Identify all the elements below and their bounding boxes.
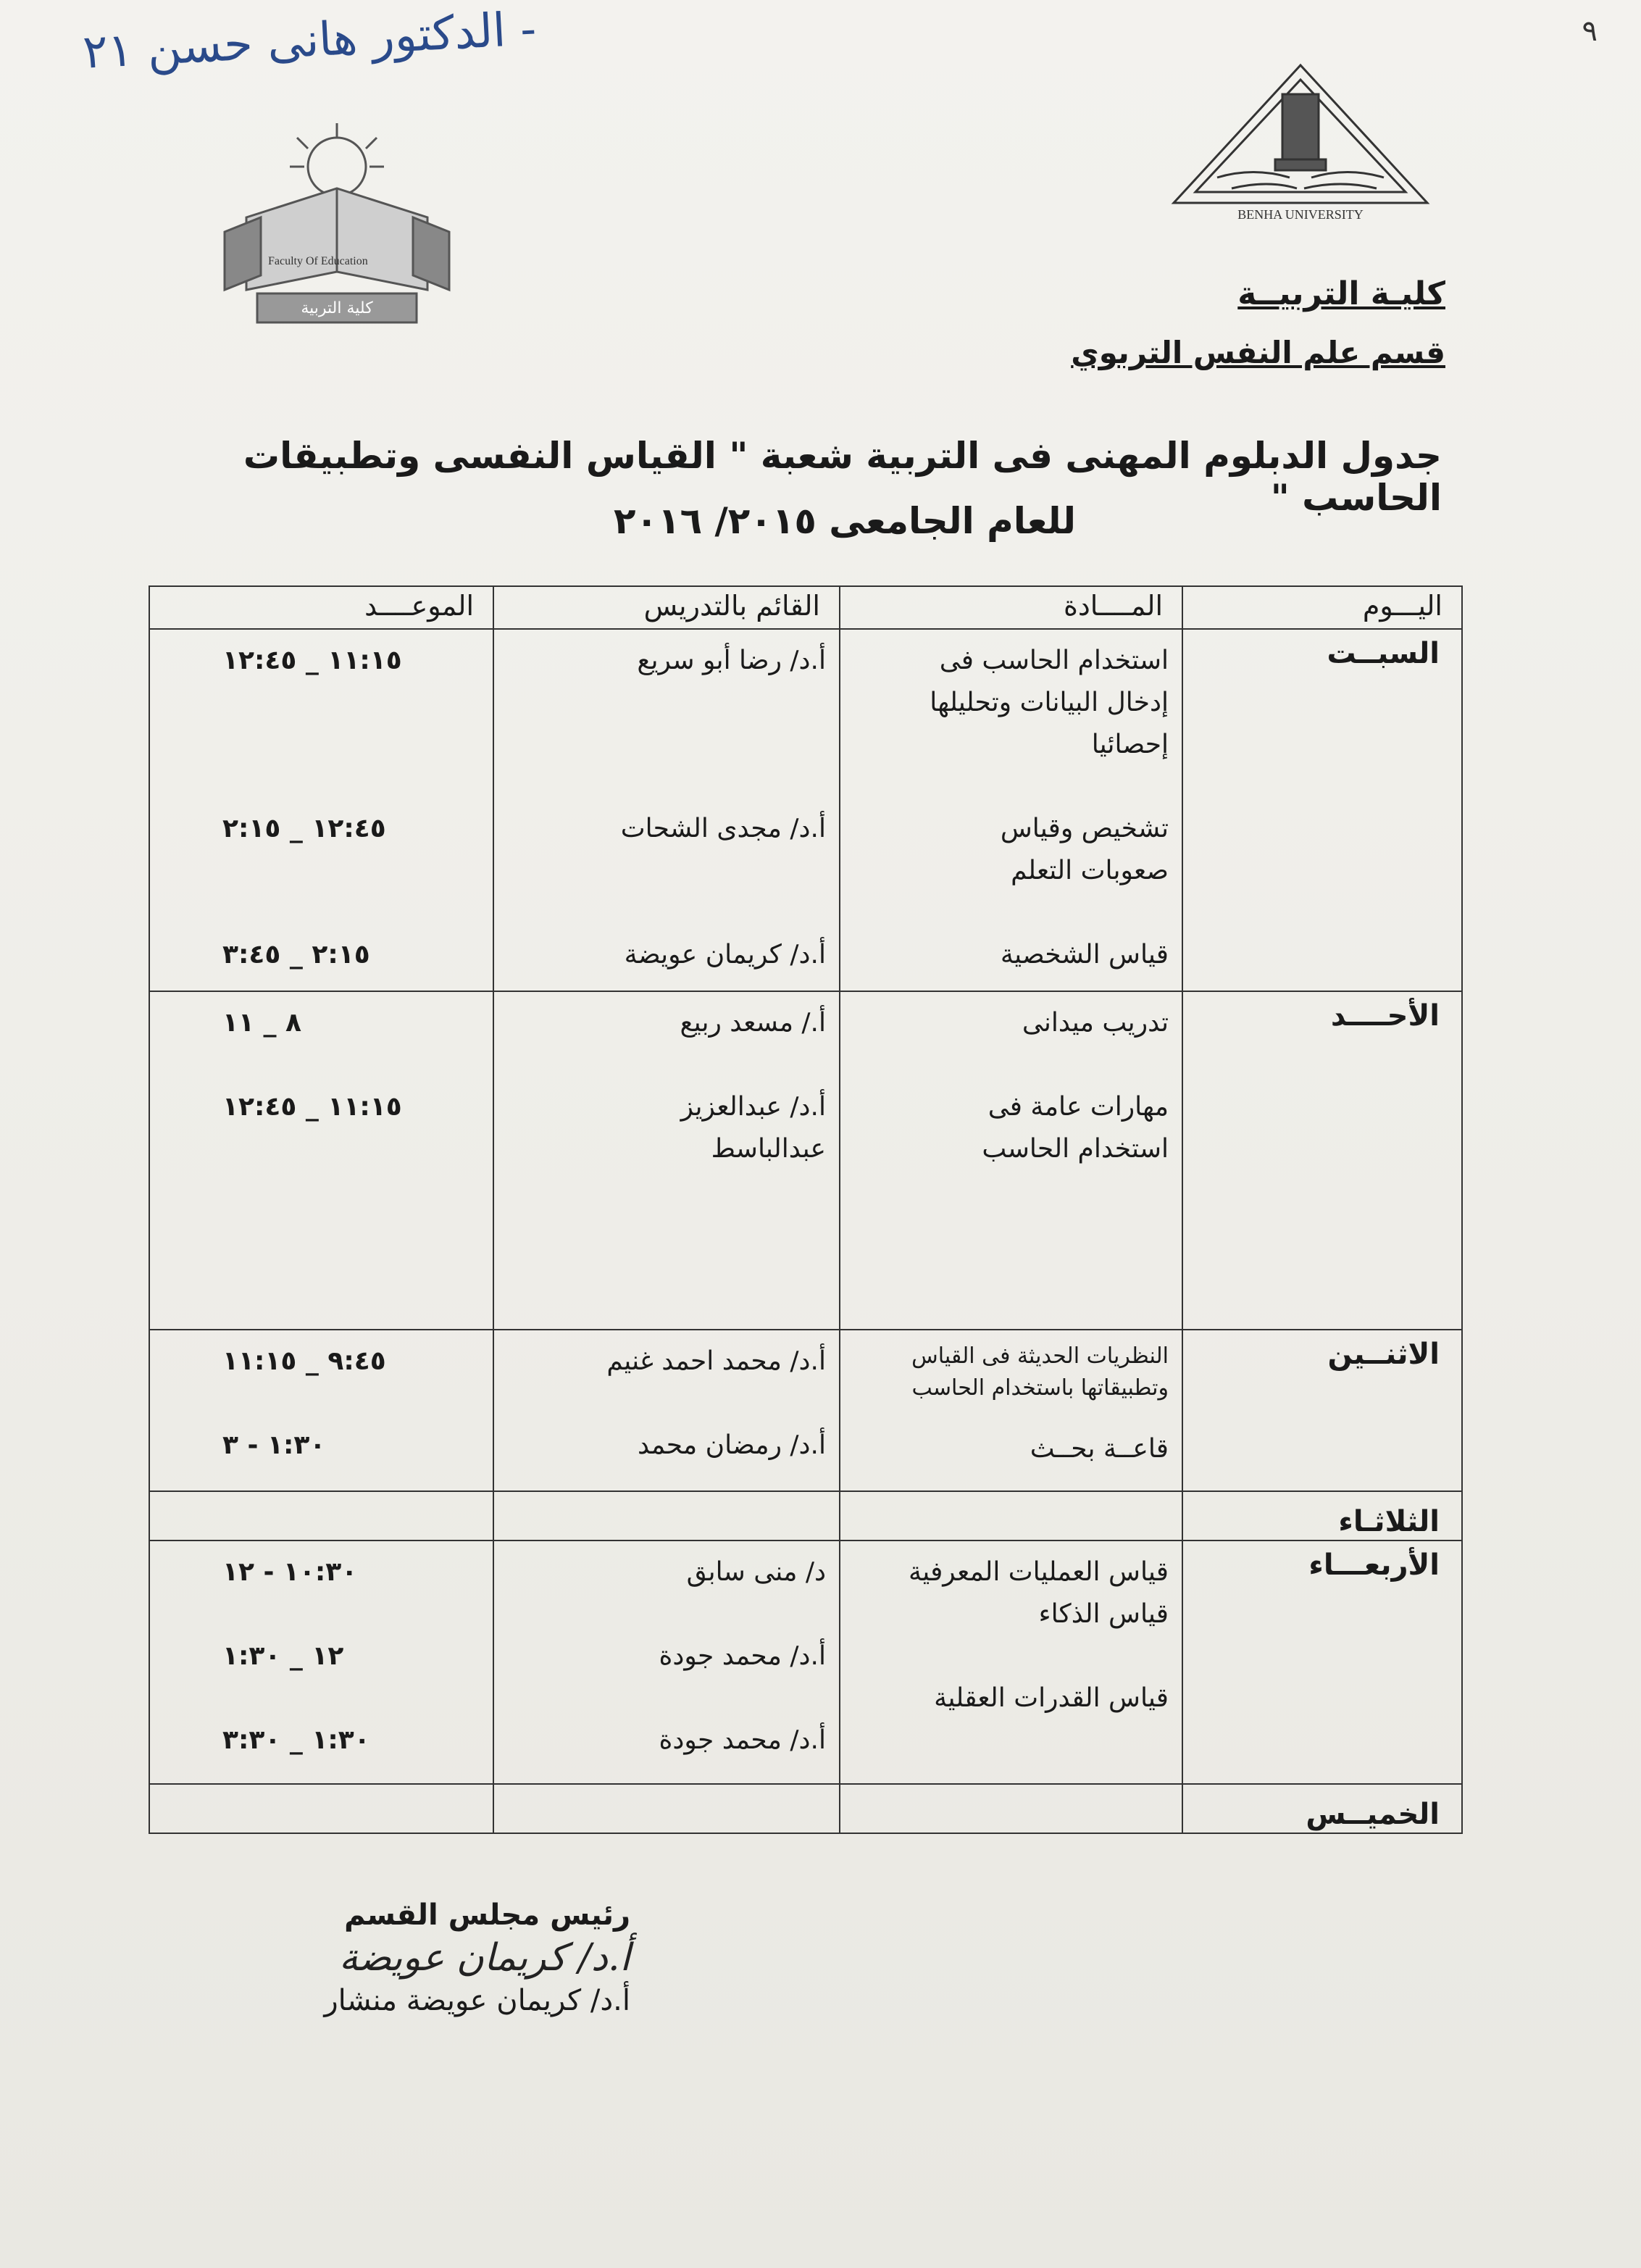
time-cell: ١٠:٣٠ - ١٢ ١٢ _ ١:٣٠ ١:٣٠ _ ٣:٣٠	[222, 1556, 370, 1755]
handwritten-note: - الدكتور هانى حسن ٢١	[81, 2, 538, 80]
page-subtitle: للعام الجامعى ٢٠١٥/ ٢٠١٦	[614, 500, 1076, 542]
day-label: الأربعـــاء	[1308, 1548, 1440, 1582]
header-instructor: القائم بالتدريس	[493, 586, 840, 629]
table-row	[149, 1784, 1462, 1833]
table-row	[149, 991, 1462, 1330]
subject-cell: قياس العمليات المعرفية قياس الذكاء قياس القدرات العقلية	[908, 1556, 1169, 1713]
subject-cell: تدريب ميدانى مهارات عامة فى استخدام الحاسب	[982, 1007, 1169, 1164]
page-title: جدول الدبلوم المهنى فى التربية شعبة " القياس النفسى وتطبيقات الحاسب "	[243, 435, 1442, 519]
signature-block	[196, 1898, 630, 2017]
signature-name: أ.د/ كريمان عويضة منشار	[324, 1984, 630, 2017]
header-subject: المــــادة	[840, 586, 1182, 629]
table-row	[149, 1541, 1462, 1784]
instructor-cell: د/ منى سابق أ.د/ محمد جودة أ.د/ محمد جودة	[659, 1556, 826, 1755]
time-cell: ٨ _ ١١ ١١:١٥ _ ١٢:٤٥	[222, 1007, 402, 1122]
logo-left-text: Faculty Of Education	[268, 255, 368, 267]
day-label: الاثنــين	[1327, 1337, 1440, 1371]
instructor-cell: أ./ مسعد ربيع أ.د/ عبدالعزيز عبدالباسط	[680, 1007, 826, 1164]
day-label: الخميــس	[1306, 1798, 1440, 1832]
time-cell: ٩:٤٥ _ ١١:١٥ ١:٣٠ - ٣	[222, 1346, 386, 1460]
department-name: قسم علم النفس التربوي	[1071, 335, 1445, 370]
faculty-logo-icon	[217, 116, 456, 333]
table-row	[149, 1330, 1462, 1492]
schedule-table	[149, 585, 1463, 1834]
instructor-cell: أ.د/ رضا أبو سريع أ.د/ مجدى الشحات أ.د/ كريمان عويضة	[620, 646, 826, 970]
header-day: اليـــوم	[1182, 586, 1462, 629]
logo-right-caption: BENHA UNIVERSITY	[1237, 207, 1364, 222]
subject-cell: استخدام الحاسب فى إدخال البيانات وتحليلها إحصائيا تشخيص وقياس صعوبات التعلم قياس الشخصية	[930, 646, 1169, 970]
header-time: الموعــــد	[149, 586, 493, 629]
time-cell: ١١:١٥ _ ١٢:٤٥ ١٢:٤٥ _ ٢:١٥ ٢:١٥ _ ٣:٤٥	[222, 646, 402, 970]
instructor-cell: أ.د/ محمد احمد غنيم أ.د/ رمضان محمد	[606, 1346, 826, 1460]
table-row	[149, 629, 1462, 991]
corner-mark: ٩	[1582, 14, 1598, 48]
day-label: الثلاثـاء	[1338, 1505, 1440, 1539]
day-label: السبــت	[1327, 637, 1440, 671]
table-row	[149, 1491, 1462, 1541]
subject-cell: النظريات الحديثة فى القياس وتطبيقاتها باستخدام الحاسب قاعــة بحــث	[911, 1343, 1169, 1464]
university-logo-icon	[1166, 51, 1435, 225]
logo-left-caption: كلية التربية	[301, 299, 373, 317]
faculty-name: كليـة التربيــة	[1237, 275, 1445, 312]
day-label: الأحــــد	[1330, 998, 1440, 1033]
signature-scribble: أ.د/ كريمان عويضة	[338, 1936, 630, 1980]
table-header-row	[149, 586, 1462, 629]
signature-title: رئيس مجلس القسم	[344, 1898, 630, 1932]
